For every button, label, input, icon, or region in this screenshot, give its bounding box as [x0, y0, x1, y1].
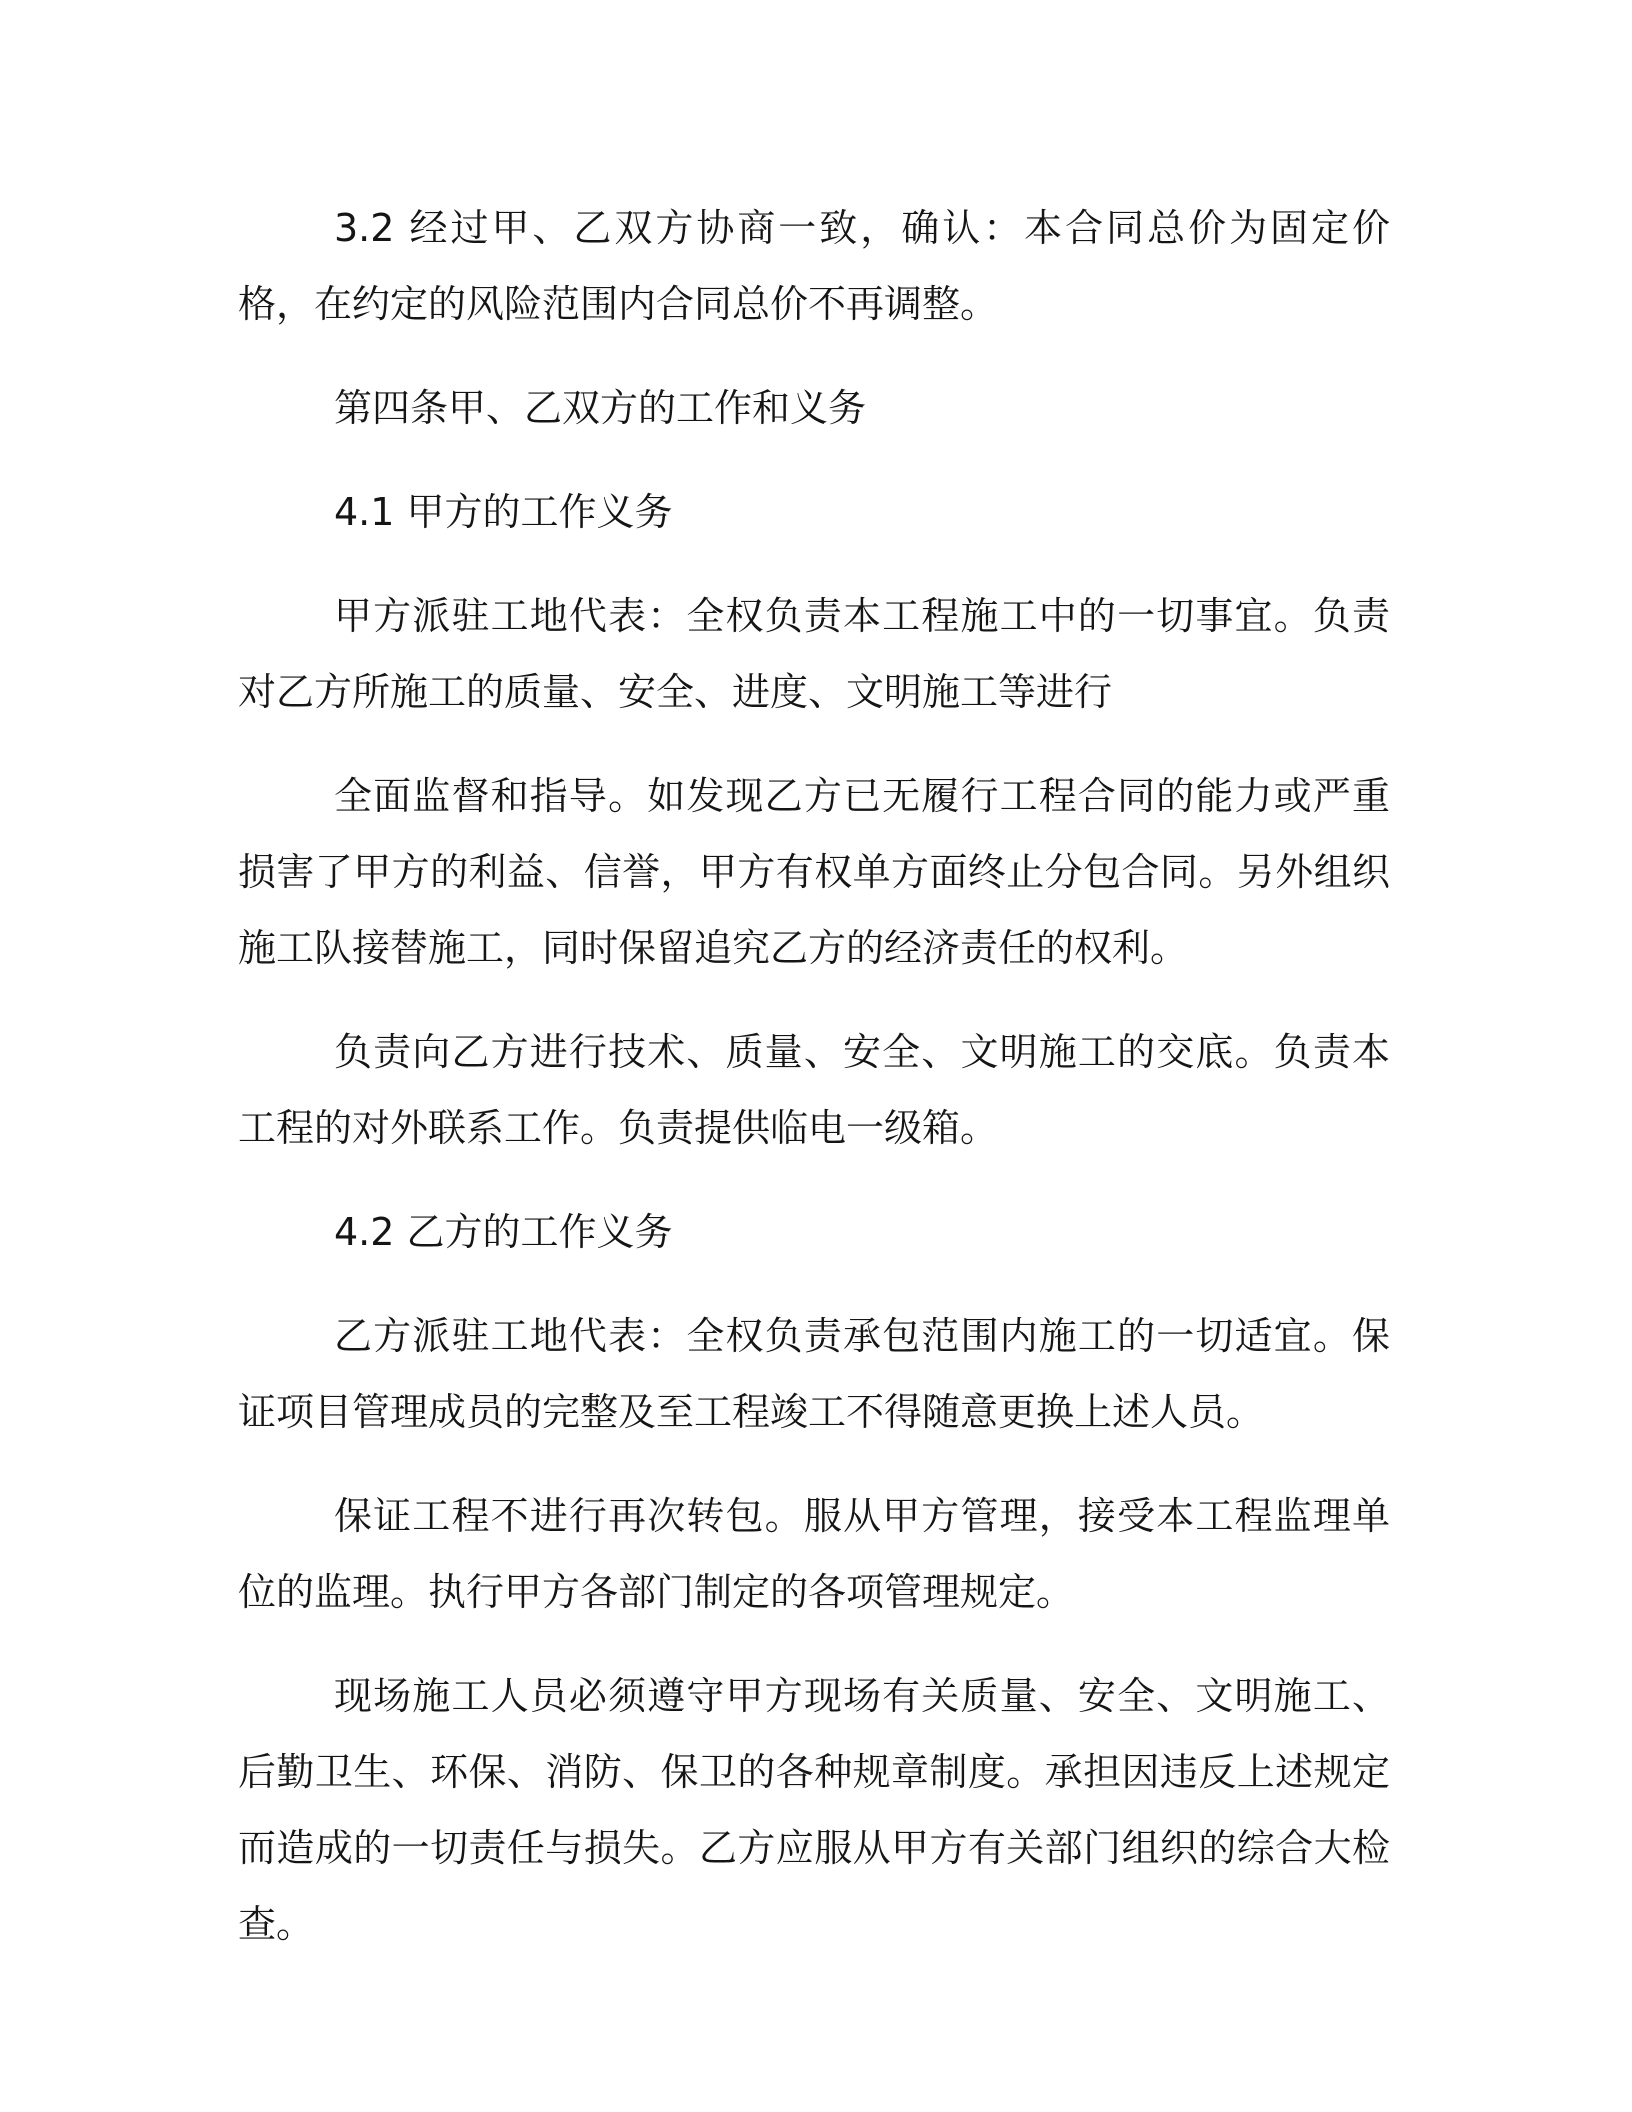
article-4-heading: 第四条甲、乙双方的工作和义务 — [334, 386, 867, 430]
section-4-1-heading: 4.1 甲方的工作义务 — [334, 490, 673, 534]
party-a-responsibility-paragraph: 负责向乙方进行技术、质量、安全、文明施工的交底。负责本工程的对外联系工作。负责提供临电一级箱。 — [238, 1030, 1390, 1150]
section-4-2-heading: 4.2 乙方的工作义务 — [334, 1210, 673, 1254]
document-body — [238, 190, 1390, 1990]
party-a-representative-paragraph: 甲方派驻工地代表：全权负责本工程施工中的一切事宜。负责对乙方所施工的质量、安全、进度、文明施工等进行 — [238, 594, 1390, 714]
party-b-representative-paragraph: 乙方派驻工地代表：全权负责承包范围内施工的一切适宜。保证项目管理成员的完整及至工程竣工不得随意更换上述人员。 — [238, 1314, 1390, 1434]
party-b-subcontract-paragraph: 保证工程不进行再次转包。服从甲方管理，接受本工程监理单位的监理。执行甲方各部门制定的各项管理规定。 — [238, 1494, 1390, 1614]
party-a-supervision-paragraph: 全面监督和指导。如发现乙方已无履行工程合同的能力或严重损害了甲方的利益、信誉，甲方有权单方面终止分包合同。另外组织施工队接替施工，同时保留追究乙方的经济责任的权利。 — [238, 774, 1390, 970]
paragraph-3-2: 3.2 经过甲、乙双方协商一致，确认：本合同总价为固定价格，在约定的风险范围内合同总价不再调整。 — [238, 206, 1390, 326]
site-rules-paragraph: 现场施工人员必须遵守甲方现场有关质量、安全、文明施工、后勤卫生、环保、消防、保卫的各种规章制度。承担因违反上述规定而造成的一切责任与损失。乙方应服从甲方有关部门组织的综合大检查。 — [238, 1674, 1390, 1946]
